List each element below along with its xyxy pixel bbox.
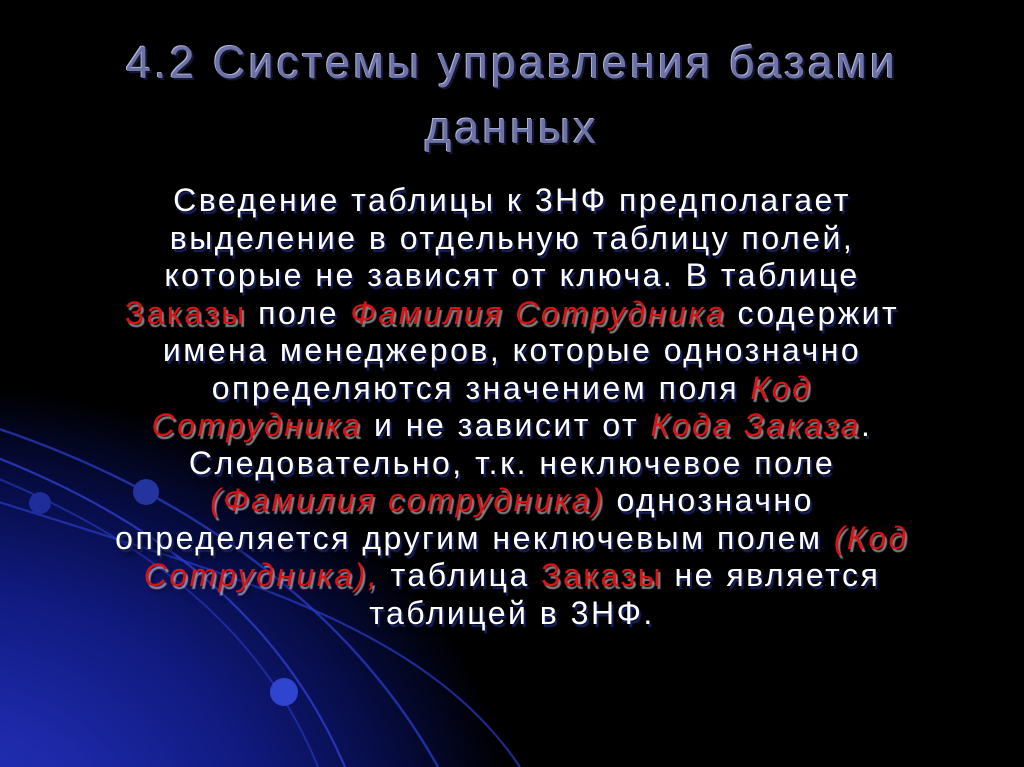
- highlight-term: Фамилия Сотрудника: [350, 294, 727, 331]
- text-run: содержит: [726, 294, 900, 331]
- body-line: [7, 220, 1017, 258]
- body-line: [7, 520, 1017, 558]
- highlight-term: Заказы: [541, 557, 664, 593]
- slide-body-text: [7, 182, 1017, 632]
- body-line: [7, 445, 1017, 483]
- body-line: [7, 595, 1017, 633]
- text-run: и не зависит от: [362, 407, 651, 443]
- node-dot: [270, 678, 298, 706]
- text-run: таблица: [379, 557, 542, 593]
- body-line: [7, 557, 1017, 595]
- text-run: не является: [663, 557, 881, 593]
- highlight-term: Код: [750, 369, 813, 406]
- text-run: однозначно: [605, 482, 814, 518]
- text-run: имена менеджеров, которые однозначно: [162, 332, 862, 368]
- text-run: определяется другим неключевым полем: [115, 519, 834, 556]
- slide-title: 4.2 Системы управления базами данных: [125, 37, 899, 154]
- body-line: [7, 257, 1017, 295]
- text-run: определяются значением поля: [211, 369, 751, 406]
- body-line: [7, 332, 1017, 370]
- highlight-term: Сотрудника),: [143, 557, 380, 593]
- highlight-term: Сотрудника: [151, 407, 363, 443]
- text-run: выделение в отдельную таблицу полей,: [169, 219, 855, 256]
- highlight-term: (Код: [833, 519, 909, 556]
- highlight-term: Кода Заказа: [650, 407, 861, 443]
- text-run: таблицей в 3НФ.: [369, 594, 655, 631]
- text-run: .: [860, 407, 873, 443]
- text-run: поле: [246, 294, 351, 331]
- body-line: [7, 295, 1017, 333]
- body-line: [7, 482, 1017, 520]
- text-run: Следовательно, т.к. неключевое поле: [188, 444, 836, 481]
- highlight-term: Заказы: [124, 294, 247, 331]
- text-run: которые не зависят от ключа. В таблице: [164, 257, 860, 293]
- body-line: [7, 182, 1017, 220]
- body-line: [7, 407, 1017, 445]
- body-line: [7, 370, 1017, 408]
- text-run: Сведение таблицы к 3НФ предполагает: [173, 182, 851, 218]
- highlight-term: (Фамилия сотрудника): [210, 482, 606, 518]
